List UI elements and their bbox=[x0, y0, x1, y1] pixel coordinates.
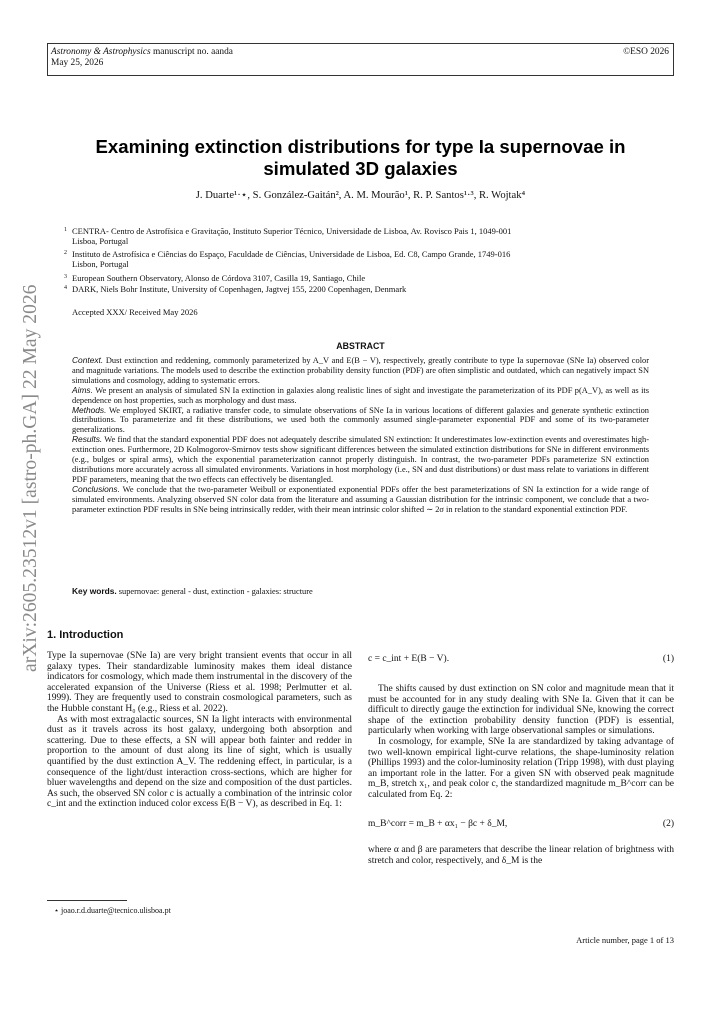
affiliation-number: 1 bbox=[64, 227, 67, 233]
arxiv-stamp bbox=[12, 282, 45, 672]
context-text: Dust extinction and reddening, commonly parameterized by A_V and E(B − V), respectively, greatly contribute to type Ia supernovae (SNe Ia) observed color and magnitude variations. The models used to describe the extinction probability density function (PDF) are often simplistic and outdated, which can negatively impact SN simulations and cosmology, adding to systematic errors. bbox=[72, 356, 649, 385]
results-label: Results. bbox=[72, 434, 103, 445]
affiliation-4 bbox=[64, 284, 682, 294]
copyright: ©ESO 2026 bbox=[623, 47, 669, 57]
arxiv-stamp-text: arXiv:2605.23512v1 [astro-ph.GA] 22 May 2026 bbox=[20, 284, 41, 672]
paragraph: The shifts caused by dust extinction on SN color and magnitude mean that it must be accounted for in any study dealing with SNe Ia. Given that it can be difficult to directly gauge the extinction for individual SNe, knowing the correct shape of the extinction probability density function (PDF) is essential, particularly when working with large observational samples or simulations. bbox=[368, 684, 674, 737]
abstract-conclusions bbox=[72, 485, 649, 515]
affiliation-number: 4 bbox=[64, 285, 67, 291]
abstract-results bbox=[72, 435, 649, 485]
paragraph: Type Ia supernovae (SNe Ia) are very bright transient events that occur in all galaxy types. Their standardizable luminosity makes them ideal distance indicators for cosmology, which made them instrumental in the discovery of the accelerated expansion of the Universe (Riess et al. 1998; Perlmutter et al. 1999). They are frequently used to constrain cosmological parameters, such as the Hubble constant H₀ (e.g., Riess et al. 2022). bbox=[47, 651, 352, 714]
page-number: Article number, page 1 of 13 bbox=[576, 935, 674, 945]
equation-1: c = c_int + E(B − V). bbox=[368, 654, 450, 664]
conclusions-label: Conclusions. bbox=[72, 483, 120, 494]
aims-label: Aims. bbox=[72, 384, 93, 395]
affiliation-number: 3 bbox=[64, 274, 67, 280]
affiliation-text: European Southern Observatory, Alonso de Córdova 3107, Casilla 19, Santiago, Chile bbox=[72, 273, 366, 283]
section-title: 1. Introduction bbox=[47, 629, 124, 641]
title-line-2: simulated 3D galaxies bbox=[263, 158, 458, 179]
keywords-text: supernovae: general - dust, extinction - galaxies: structure bbox=[116, 587, 313, 596]
paragraph: As with most extragalactic sources, SN Ia light interacts with environmental dust as it travels across its host galaxy, undergoing both absorption and scattering. Due to these effects, a SN will appear both fainter and redder in proportion to the amount of dust along its line of sight, which is usually quantified by the dust extinction A_V. The reddening effect, in particular, is a consequence of the light/dust interaction cross-sections, which are higher for bluer wavelengths and depend on the size and composition of the dust particles. As such, the observed SN color c is actually a combination of the intrinsic color c_int and the extinction induced color excess E(B − V), as described in Eq. 1: bbox=[47, 714, 352, 810]
affiliation-2 bbox=[64, 249, 682, 269]
accepted-line: Accepted XXX/ Received May 2026 bbox=[72, 307, 198, 317]
affiliation-number: 2 bbox=[64, 250, 67, 256]
affiliation-text: Instituto de Astrofísica e Ciências do Espaço, Faculdade de Ciências, Universidade de Lisboa, Ed. C8, Campo Grande, 1749-016 bbox=[72, 249, 511, 259]
abstract-aims bbox=[72, 386, 649, 406]
abstract bbox=[72, 356, 649, 515]
footnote: ⋆ joao.r.d.duarte@tecnico.ulisboa.pt bbox=[54, 906, 171, 915]
aims-text: We present an analysis of simulated SN Ia extinction in galaxies along realistic lines of sight and investigate the parameterization of its PDF p(A_V), as well as its dependence on host properties, such as morphology and dust mass. bbox=[72, 385, 649, 405]
manuscript-label: manuscript no. aanda bbox=[150, 47, 233, 57]
paper-title bbox=[60, 136, 661, 180]
results-text: We find that the standard exponential PDF does not adequately describe simulated SN extinction: It underestimates low-extinction events and overestimates high-extinction ones. Furthermore, 2D Kolmogorov-Smirnov tests show significant differences between the simulated extinction distributions for SNe in different environments (e.g., bulges or spiral arms), which the exponential parameterization cannot properly distinguish. In contrast, the two-parameter PDFs parameterize SN extinction distributions more accurately across all simulated environments. Variations in host morphology (i.e., SN and dust distributions) or dust mass relate to variations in different PDF parameters, meaning that the two effects can effectively be disentangled. bbox=[72, 435, 649, 484]
affiliation-3 bbox=[64, 273, 682, 283]
context-label: Context. bbox=[72, 355, 104, 365]
paragraph: In cosmology, for example, SNe Ia are standardized by taking advantage of two well-known empirical light-curve relations, the shape-luminosity relation (Phillips 1993) and the color-luminosity relation (Tripp 1998), with dust playing an important role in the latter. For a given SN with observed peak magnitude m_B, stretch x₁, and peak color c, the standardized magnitude m_B^corr can be calculated from Eq. 2: bbox=[368, 736, 674, 800]
methods-label: Methods. bbox=[72, 404, 107, 415]
journal-line bbox=[51, 47, 233, 57]
conclusions-text: We conclude that the two-parameter Weibull or exponentiated exponential PDFs offer the best parameterizations of SN Ia extinction for a wide range of simulated environments. Analyzing observed SN color data from the literature and assuming a Gaussian distribution for the intrinsic component, we conclude that a two-parameter extinction PDF results in SNe being intrinsically redder, with their mean intrinsic color shifted ∼ 2σ in relation to the standard exponential extinction PDF. bbox=[72, 484, 649, 514]
right-column-top bbox=[368, 684, 674, 801]
equation-2: m_B^corr = m_B + αx₁ − βc + δ_M, bbox=[368, 819, 508, 829]
equation-2-number: (2) bbox=[662, 819, 674, 829]
keywords bbox=[72, 586, 649, 596]
affiliation-text: DARK, Niels Bohr Institute, University of Copenhagen, Jagtvej 155, 2200 Copenhagen, Denmark bbox=[72, 284, 407, 294]
title-line-1: Examining extinction distributions for type Ia supernovae in bbox=[95, 136, 626, 157]
left-column bbox=[47, 651, 352, 810]
journal-name: Astronomy & Astrophysics bbox=[51, 47, 151, 57]
manuscript-date: May 25, 2026 bbox=[51, 58, 104, 68]
affiliation-text: CENTRA- Centro de Astrofísica e Gravitação, Instituto Superior Técnico, Universidade de Lisboa, Av. Rovisco Pais 1, 1049-001 bbox=[72, 226, 512, 236]
abstract-heading: ABSTRACT bbox=[336, 341, 385, 351]
author-list: J. Duarte¹·⋆, S. González-Gaitán², A. M. Mourão¹, R. P. Santos¹·³, R. Wojtak⁴ bbox=[195, 190, 526, 201]
methods-text: We employed SKIRT, a radiative transfer code, to simulate observations of SNe Ia in various locations of different galaxies and generate synthetic extinction distributions. To parameterize and fit these distributions, we used both the commonly assumed single-parameter exponential PDF and some of its two-parameter generalizations. bbox=[72, 405, 649, 435]
keywords-label: Key words. bbox=[72, 586, 117, 596]
abstract-context bbox=[72, 356, 649, 386]
footnote-rule bbox=[47, 900, 127, 901]
abstract-methods bbox=[72, 406, 649, 436]
affiliation-text: Lisboa, Portugal bbox=[72, 236, 129, 246]
right-column-bottom bbox=[368, 845, 674, 866]
affiliation-1 bbox=[64, 226, 682, 246]
paragraph: where α and β are parameters that describe the linear relation of brightness with stretch and color, respectively, and δ_M is the bbox=[368, 845, 674, 866]
affiliation-text: Lisbon, Portugal bbox=[72, 259, 129, 269]
equation-1-number: (1) bbox=[662, 654, 674, 664]
